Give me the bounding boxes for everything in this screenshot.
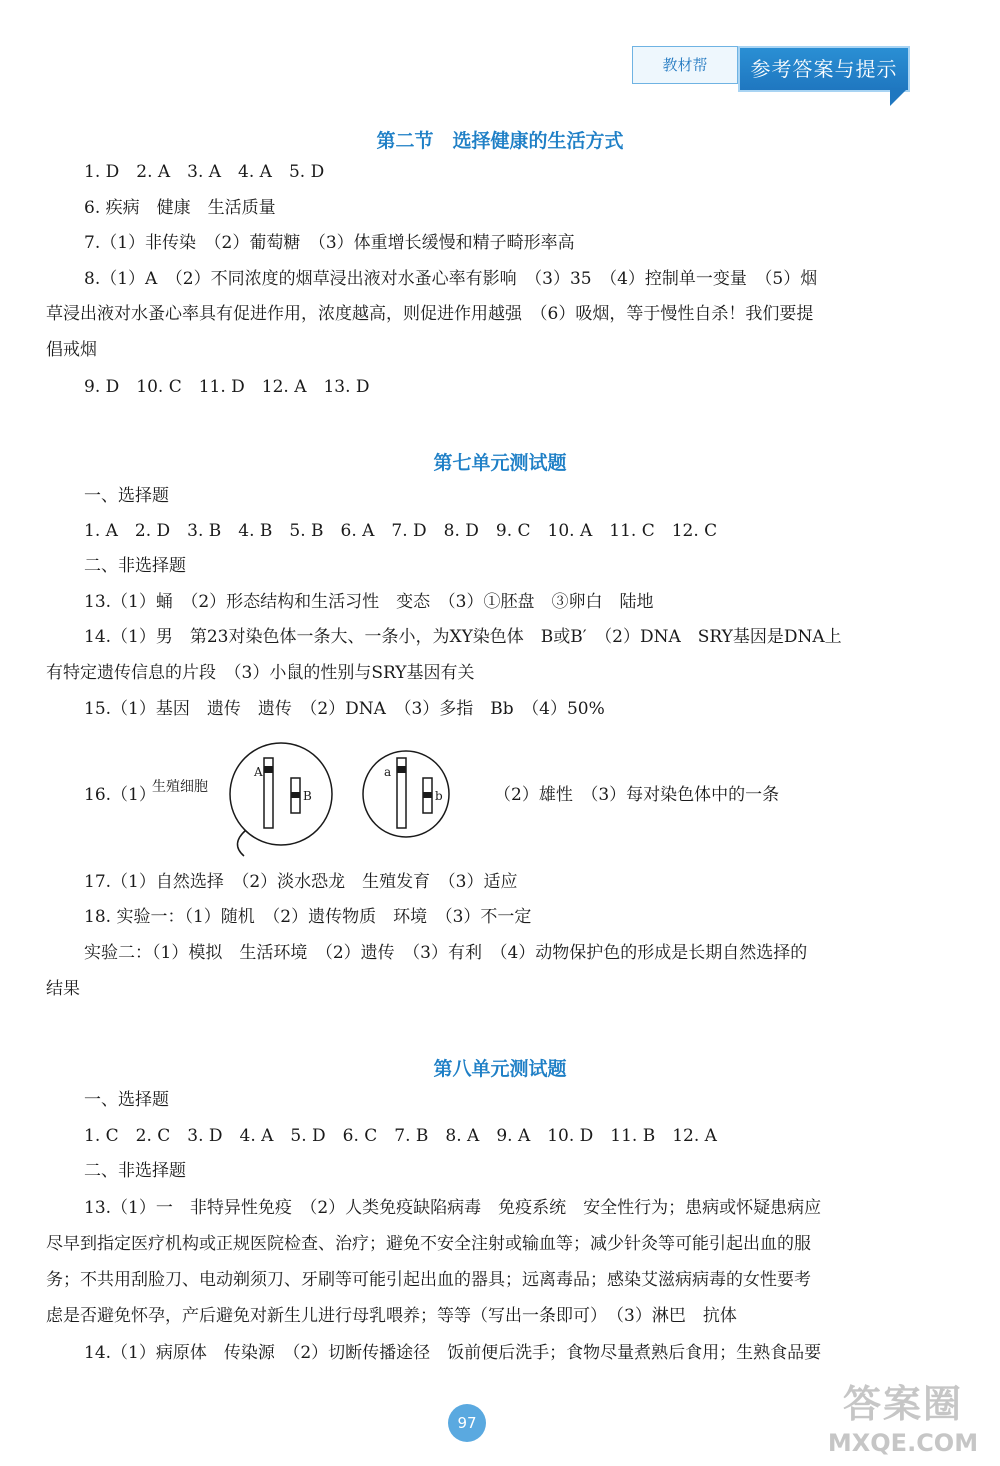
header-tab: 教材帮 <box>632 46 738 84</box>
answer-line: 16.（1） <box>84 785 156 805</box>
answer-line: 18. 实验一：（1）随机 （2）遗传物质 环境 （3）不一定 <box>84 907 532 927</box>
answer-line: 有特定遗传信息的片段 （3）小鼠的性别与SRY基因有关 <box>46 663 475 683</box>
answer-line: 1. D 2. A 3. A 4. A 5. D <box>84 162 325 182</box>
answer-line: 14.（1）男 第23对染色体一条大、一条小，为XY染色体 B或B′ （2）DNA SRY基因是DNA上 <box>84 627 842 647</box>
answer-line: 结果 <box>46 979 80 999</box>
answer-line: 1. C 2. C 3. D 4. A 5. D 6. C 7. B 8. A 9. A 10. D 11. B 12. A <box>84 1126 717 1146</box>
answer-line: 1. A 2. D 3. B 4. B 5. B 6. A 7. D 8. D 9. C 10. A 11. C 12. C <box>84 521 718 541</box>
watermark-logo <box>808 1380 998 1464</box>
germ-cell-diagram <box>150 736 450 862</box>
answer-line: 虑是否避免怀孕，产后避免对新生儿进行母乳喂养；等等（写出一条即可） （3）淋巴 抗体 <box>46 1306 737 1326</box>
question-type-heading: 一、选择题 <box>84 486 169 506</box>
answer-line: 6. 疾病 健康 生活质量 <box>84 198 276 218</box>
answer-line: 务；不共用刮脸刀、电动剃须刀、牙刷等可能引起出血的器具；远离毒品；感染艾滋病病毒的女性要考 <box>46 1270 811 1290</box>
answer-line: 17.（1）自然选择 （2）淡水恐龙 生殖发育 （3）适应 <box>84 872 518 892</box>
gene-band <box>291 792 300 798</box>
gene-label: A <box>254 765 263 779</box>
watermark-url: MXQE.COM <box>827 1429 979 1457</box>
question-type-heading: 一、选择题 <box>84 1090 169 1110</box>
answer-line: 15.（1）基因 遗传 遗传 （2）DNA （3）多指 Bb （4）50% <box>84 699 605 719</box>
question-type-heading: 二、非选择题 <box>84 1161 186 1181</box>
answer-line: 尽早到指定医疗机构或正规医院检查、治疗；避免不安全注射或输血等；减少针灸等可能引起出血的服 <box>46 1234 811 1254</box>
section-title-unit-8-test: 第八单元测试题 <box>433 1058 567 1080</box>
header-banner-tail <box>890 88 908 106</box>
gene-label: B <box>303 789 312 803</box>
answer-line: 实验二：（1）模拟 生活环境 （2）遗传 （3）有利 （4）动物保护色的形成是长期自然选择的 <box>84 943 808 963</box>
answer-line: 9. D 10. C 11. D 12. A 13. D <box>84 377 370 397</box>
page-number-badge: 97 <box>448 1404 486 1442</box>
answer-line: 7.（1）非传染 （2）葡萄糖 （3）体重增长缓慢和精子畸形率高 <box>84 233 575 253</box>
section-title-healthy-lifestyle: 第二节 选择健康的生活方式 <box>376 130 624 152</box>
gene-label: a <box>384 765 392 779</box>
answer-line: 草浸出液对水蚤心率具有促进作用，浓度越高，则促进作用越强 （6）吸烟，等于慢性自杀！我们要提 <box>46 304 814 324</box>
gene-band <box>264 766 273 773</box>
question-type-heading: 二、非选择题 <box>84 556 186 576</box>
answer-line: 13.（1）蛹 （2）形态结构和生活习性 变态 （3）①胚盘 ③卵白 陆地 <box>84 592 654 612</box>
answer-line: （2）雄性 （3）每对染色体中的一条 <box>494 785 780 805</box>
gene-band <box>423 792 432 798</box>
answer-line: 13.（1）一 非特异性免疫 （2）人类免疫缺陷病毒 免疫系统 安全性行为；患病或怀疑患病应 <box>84 1198 822 1218</box>
watermark-text: 答案圈 <box>842 1382 963 1426</box>
section-title-unit-7-test: 第七单元测试题 <box>433 452 567 474</box>
gene-label: b <box>435 789 443 803</box>
gene-band <box>397 766 406 773</box>
answer-line: 8.（1）A （2）不同浓度的烟草浸出液对水蚤心率有影响 （3）35 （4）控制单一变量 （5）烟 <box>84 269 818 289</box>
answer-line: 倡戒烟 <box>46 340 97 360</box>
diagram-label: 生殖细胞 <box>152 779 208 795</box>
pointer-line <box>237 830 246 856</box>
header-banner: 参考答案与提示 <box>738 46 910 92</box>
answer-line: 14.（1）病原体 传染源 （2）切断传播途径 饭前便后洗手；食物尽量煮熟后食用；生熟食品要 <box>84 1343 822 1363</box>
